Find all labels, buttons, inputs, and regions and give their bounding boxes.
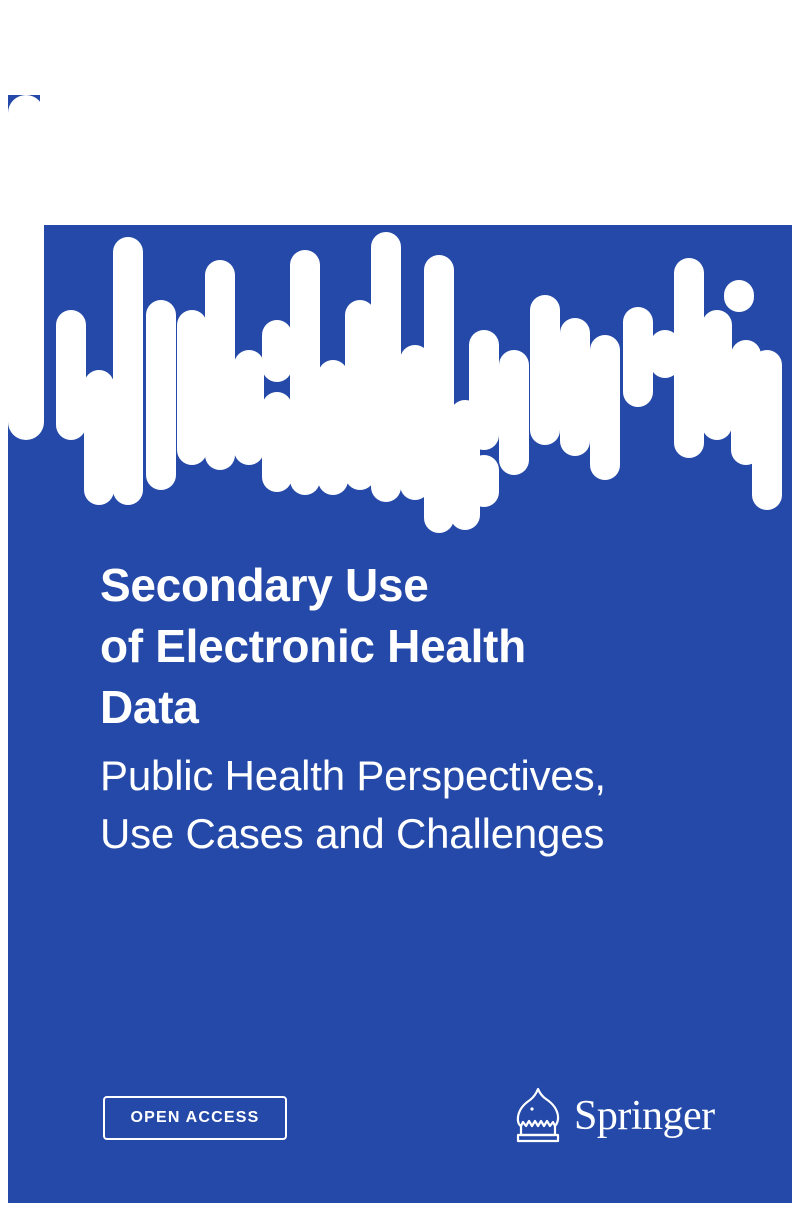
subtitle-line-1: Public Health Perspectives, bbox=[100, 751, 606, 799]
springer-logo bbox=[510, 1085, 740, 1147]
springer-knight-icon bbox=[510, 1085, 566, 1147]
open-access-label: OPEN ACCESS bbox=[130, 1109, 260, 1126]
springer-wordmark: Springer bbox=[574, 1093, 715, 1139]
main-title-line-1: Secondary Use bbox=[100, 559, 429, 611]
header-band bbox=[0, 0, 800, 95]
subtitle bbox=[100, 747, 740, 865]
open-access-badge bbox=[103, 1096, 287, 1140]
main-title bbox=[100, 555, 740, 739]
subtitle-line-2: Use Cases and Challenges bbox=[100, 810, 605, 858]
main-title-line-2: of Electronic Health bbox=[100, 620, 526, 673]
title-block bbox=[100, 555, 740, 864]
main-title-line-3: Data bbox=[100, 681, 199, 734]
